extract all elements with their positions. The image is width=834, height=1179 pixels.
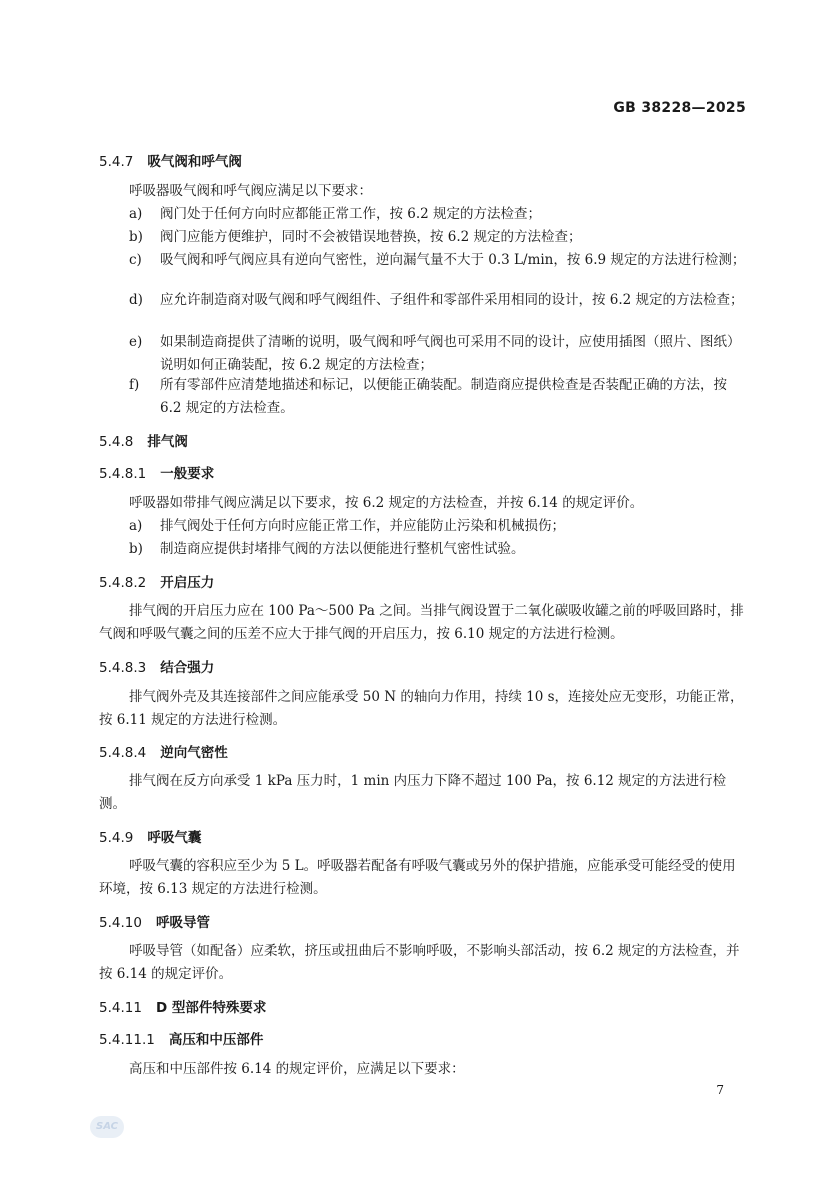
paragraph-intro-5481: 呼吸器如带排气阀应满足以下要求，按 6.2 规定的方法检查，并按 6.14 的规定评价。 — [129, 495, 644, 511]
list-item — [99, 289, 747, 312]
heading-5-4-8-3 — [99, 656, 214, 676]
list-item — [99, 538, 747, 561]
page-number: 7 — [716, 1083, 724, 1097]
list-text: 吸气阀和呼气阀应具有逆向气密性，逆向漏气量不大于 0.3 L/min，按 6.9 规定的方法进行检测； — [160, 252, 746, 268]
list-text: 排气阀处于任何方向时应能正常工作，并应能防止污染和机械损伤； — [160, 518, 565, 534]
list-marker: a) — [129, 206, 143, 222]
paragraph-549: 呼吸气囊的容积应至少为 5 L。呼吸器若配备有呼吸气囊或另外的保护措施，应能承受可能经受的使用环境，按 6.13 规定的方法进行检测。 — [99, 858, 736, 897]
list-marker: d) — [129, 292, 143, 308]
heading-5-4-8-4 — [99, 741, 228, 761]
paragraph-5482: 排气阀的开启压力应在 100 Pa～500 Pa 之间。当排气阀设置于二氧化碳吸收罐之前的呼吸回路时，排气阀和呼吸气囊之间的压差不应大于排气阀的开启压力，按 6.10 规定的方法进行检测。 — [99, 603, 744, 642]
paragraph-5410: 呼吸导管（如配备）应柔软，挤压或扭曲后不影响呼吸，不影响头部活动，按 6.2 规定的方法检查，并按 6.14 的规定评价。 — [99, 943, 740, 982]
heading-title: 结合强力 — [160, 660, 215, 676]
heading-title: 呼吸气囊 — [147, 830, 202, 846]
heading-number: 5.4.9 — [99, 830, 134, 846]
list-item — [99, 226, 747, 249]
heading-5-4-9 — [99, 826, 201, 846]
paragraph-54111: 高压和中压部件按 6.14 的规定评价，应满足以下要求： — [129, 1061, 465, 1077]
heading-number: 5.4.8.4 — [99, 745, 147, 761]
list-marker: f) — [129, 377, 140, 393]
heading-number: 5.4.8 — [99, 434, 134, 450]
list-marker: b) — [129, 229, 143, 245]
heading-title: 逆向气密性 — [160, 745, 228, 761]
list-item — [99, 515, 747, 538]
heading-number: 5.4.8.3 — [99, 660, 147, 676]
document-id: GB 38228—2025 — [613, 100, 746, 116]
heading-5-4-7 — [99, 150, 242, 170]
heading-number: 5.4.8.2 — [99, 575, 147, 591]
heading-number: 5.4.8.1 — [99, 466, 147, 482]
heading-5-4-11-1 — [99, 1028, 263, 1048]
list-text: 如果制造商提供了清晰的说明，吸气阀和呼气阀也可采用不同的设计，应使用插图（照片、图纸）说明如何正确装配，按 6.2 规定的方法检查； — [160, 334, 741, 373]
list-marker: b) — [129, 541, 143, 557]
heading-title: D 型部件特殊要求 — [155, 1000, 267, 1016]
heading-title: 吸气阀和呼气阀 — [147, 154, 242, 170]
heading-title: 开启压力 — [160, 575, 215, 591]
heading-number: 5.4.7 — [99, 154, 134, 170]
list-text: 应允许制造商对吸气阀和呼气阀组件、子组件和零部件采用相同的设计，按 6.2 规定的方法检查； — [160, 292, 744, 308]
list-item — [99, 203, 747, 226]
heading-number: 5.4.11.1 — [99, 1032, 155, 1048]
list-item — [99, 331, 747, 377]
paragraph-5484: 排气阀在反方向承受 1 kPa 压力时，1 min 内压力下降不超过 100 Pa，按 6.12 规定的方法进行检测。 — [99, 773, 727, 812]
list-text: 阀门处于任何方向时应都能正常工作，按 6.2 规定的方法检查； — [160, 206, 542, 222]
heading-number: 5.4.11 — [99, 1000, 142, 1016]
heading-5-4-11 — [99, 996, 266, 1016]
list-marker: a) — [129, 518, 143, 534]
heading-5-4-10 — [99, 911, 210, 931]
list-marker: e) — [129, 334, 143, 350]
heading-title: 排气阀 — [147, 434, 188, 450]
heading-5-4-8-2 — [99, 571, 214, 591]
list-item — [99, 374, 747, 420]
heading-title: 高压和中压部件 — [168, 1032, 264, 1048]
heading-title: 一般要求 — [160, 466, 215, 482]
list-text: 阀门应能方便维护，同时不会被错误地替换，按 6.2 规定的方法检查； — [160, 229, 582, 245]
heading-5-4-8 — [99, 430, 188, 450]
heading-number: 5.4.10 — [99, 915, 142, 931]
heading-5-4-8-1 — [99, 462, 214, 482]
list-text: 制造商应提供封堵排气阀的方法以便能进行整机气密性试验。 — [160, 541, 525, 557]
heading-title: 呼吸导管 — [155, 915, 210, 931]
list-text: 所有零部件应清楚地描述和标记，以便能正确装配。制造商应提供检查是否装配正确的方法，按 6.2 规定的方法检查。 — [160, 377, 727, 416]
paragraph-5483: 排气阀外壳及其连接部件之间应能承受 50 N 的轴向力作用，持续 10 s，连接处应无变形，功能正常，按 6.11 规定的方法进行检测。 — [99, 689, 744, 728]
list-marker: c) — [129, 252, 142, 268]
list-item — [99, 249, 747, 272]
sac-logo-watermark: SAC — [90, 1116, 124, 1138]
paragraph-intro-547: 呼吸器吸气阀和呼气阀应满足以下要求： — [129, 183, 372, 199]
